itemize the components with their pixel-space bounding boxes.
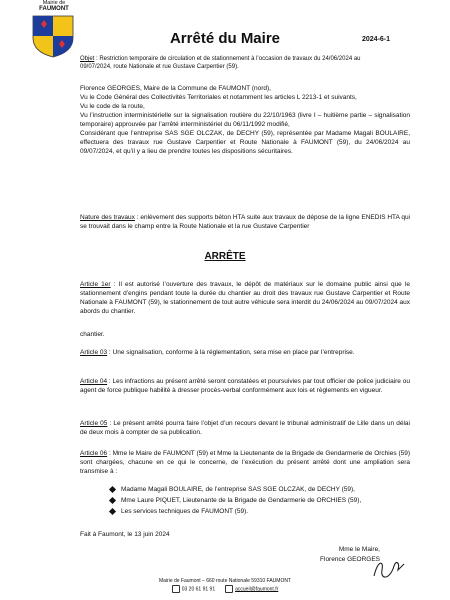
signature-name: Florence GEORGES [320,556,380,563]
mairie-label: Mairie de [42,0,66,6]
footer-address: Mairie de Faumont – 660 route Nationale 59310 FAUMONT [158,578,291,584]
article-label: Article 03 [80,349,108,356]
intro-line: Considérant que l’entreprise SAS SGE OLCZAK, de DECHY (59), représentée par Madame Magali BOULAIRE, effectuera des travaux rue Gustave Carpentier et Route Nationale à FAUMONT (59), du 24/06/2024 au 09/07/2024, et qu’il y a lieu de prendre toutes les dispositions sécuritaires. [80,130,410,155]
intro-line: Vu l’instruction interministérielle sur la signalisation routière du 22/10/1963 (livre I – huitième partie – signalisation temporaire) approuvée par l’arrêté interministériel du 06/11/1992 modifié, [80,112,410,128]
recipients-list [110,484,361,517]
footer-phone: 03 20 61 91 91 [181,586,216,593]
email-icon [225,585,233,593]
footer-phone-wrap [172,585,215,593]
list-item [110,506,361,517]
article-label: Article 1er [80,281,111,288]
diamond-bullet-icon [109,486,116,493]
arrete-heading: ARRÊTE [204,251,246,262]
diamond-bullet-icon [109,508,116,515]
mairie-town: FAUMONT [39,6,69,12]
objet-text: : Restriction temporaire de circulation et de stationnement à l’occasion de travaux du 24/06/2024 au 09/07/2024, route Nationale et rue Gustave Carpentier (59). [80,56,361,70]
nature-text: : enlèvement des supports béton HTA suite aux travaux de dépose de la ligne ENEDIS HTA qui se trouvait dans le champ entre la Route Nationale et la rue Gustave Carpentier [80,214,411,230]
article-6 [80,449,410,476]
article-5 [80,419,410,437]
list-item [110,484,361,495]
article-3 [80,348,410,357]
list-item [110,495,361,506]
recipient-text: Mme Laure PIQUET, Lieutenante de la Brigade de Gendarmerie de ORCHIES (59), [121,497,362,504]
article-text: : Le présent arrêté pourra faire l’objet d’un recours devant le tribunal administratif de Lille dans un délai de deux mois à compter de sa publication. [80,420,410,436]
objet-label: Objet [80,56,95,62]
phone-icon [172,585,180,593]
article-1 [80,280,410,316]
article-text: : Les infractions au présent arrêté seront constatées et poursuivies par tout officier de police judiciaire ou agent de force publique habilité à dresser procès-verbal conformément aux lois et règlements en vigueur. [80,378,410,394]
signature-title: Mme le Maire, [338,546,380,553]
article-label: Article 06 [80,450,108,457]
footer-email-wrap [225,585,278,593]
article-text: chantier. [80,331,105,338]
intro-line: Vu le Code Général des Collectivités Territoriales et notamment les articles L 2213-1 et suivants, [80,94,357,101]
recipient-text: Les services techniques de FAUMONT (59). [121,508,249,515]
intro-line: Florence GEORGES, Maire de la Commune de FAUMONT (nord), [80,85,271,92]
objet-paragraph [80,55,370,71]
mairie-label-block [30,0,78,12]
footer-email[interactable]: accueil@faumont.fr [235,586,279,593]
document-title: Arrêté du Maire [169,30,281,47]
fait-line: Fait à Faumont, le 13 juin 2024 [80,531,170,538]
article-label: Article 05 [80,420,108,427]
article-text: : Il est autorisé l’ouverture des travaux, le dépôt de matériaux sur le domaine public ainsi que le stationnement d’engins pendant toute la durée du chantier au droit des travaux rue Gustave Carpentier et Route Nationale à FAUMONT (59), le stationnement de tout autre véhicule sera interdit du 24/06/2024 au 09/07/2024 aux abords du chantier. [80,281,410,315]
document-reference: 2024-6-1 [362,36,391,43]
recipient-text: Madame Magali BOULAIRE, de l’entreprise SAS SGE OLCZAK, de DECHY (59), [121,486,355,493]
article-text: : Une signalisation, conforme à la réglementation, sera mise en place par l’entreprise. [107,349,355,356]
article-1-continuation [80,330,410,339]
article-4 [80,377,410,395]
nature-label: Nature des travaux [80,214,135,221]
nature-paragraph [80,213,410,231]
diamond-bullet-icon [109,497,116,504]
intro-line: Vu le code de la route, [80,103,145,110]
footer [0,578,450,593]
intro-block [80,84,410,156]
article-text: : Mme le Maire de FAUMONT (59) et Mme la Lieutenante de la Brigade de Gendarmerie de Orchies (59) sont chargées, chacune en ce qui le concerne, de l’exécution du présent arrêté dont une ampliation sera transmise à : [80,450,410,475]
article-label: Article 04 [80,378,108,385]
